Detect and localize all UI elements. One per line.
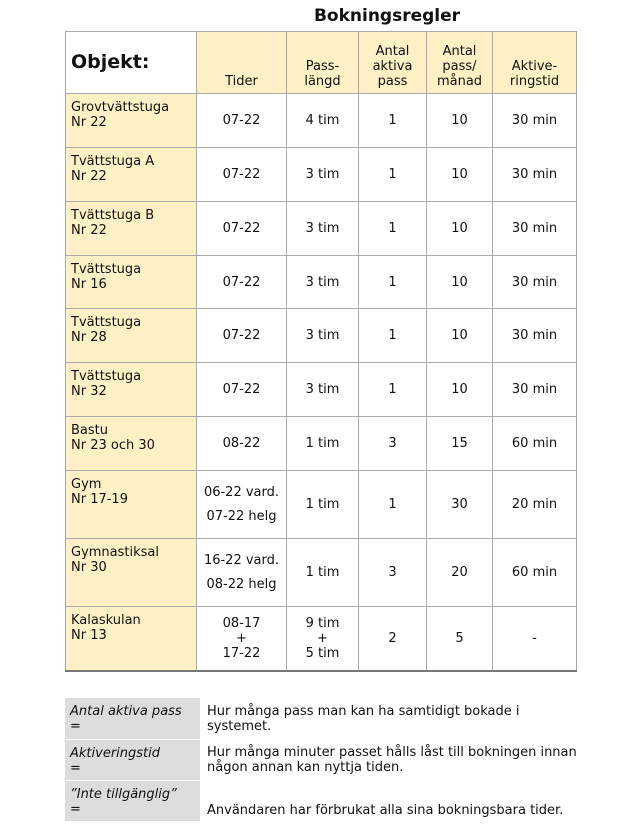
pass-length-cell-line: + [317, 630, 328, 646]
booking-rules-table [65, 31, 577, 672]
activation-time-cell: 30 min [493, 202, 577, 256]
legend-definition: Hur många minuter passet hålls låst till bokningen innan någon annan kan nyttja tiden. [207, 745, 577, 775]
table-row [66, 202, 577, 256]
pass-length-cell [287, 202, 359, 256]
legend-term-equals: = [70, 760, 81, 776]
legend-term-text: Aktiveringstid [70, 745, 161, 761]
times-cell-line: 07-22 helg [206, 509, 277, 524]
times-cell [197, 607, 287, 671]
object-name-cell [66, 539, 197, 607]
activation-time-cell: 30 min [493, 363, 577, 417]
active-passes-cell: 1 [359, 148, 427, 202]
pass-length-cell-line: 1 tim [305, 497, 340, 512]
times-cell-line: 07-22 [222, 221, 261, 236]
object-name-cell [66, 309, 197, 363]
header-active-passes [359, 32, 427, 94]
pass-length-cell [287, 309, 359, 363]
activation-time-cell: - [493, 607, 577, 671]
active-passes-cell: 3 [359, 417, 427, 471]
header-pass-length [287, 32, 359, 94]
active-passes-cell: 1 [359, 94, 427, 148]
object-name-cell [66, 148, 197, 202]
pass-length-cell-line: 3 tim [305, 167, 340, 182]
passes-per-month-cell: 10 [427, 94, 493, 148]
object-name-cell [66, 417, 197, 471]
pass-length-cell [287, 256, 359, 309]
object-name-cell [66, 256, 197, 309]
table-row [66, 471, 577, 539]
active-passes-cell: 1 [359, 256, 427, 309]
table-row [66, 607, 577, 671]
header-pass-length-line: Pass- [305, 59, 340, 74]
pass-length-cell [287, 607, 359, 671]
passes-per-month-cell: 10 [427, 148, 493, 202]
times-cell-line: 08-17 [222, 615, 261, 631]
table-row [66, 363, 577, 417]
times-cell [197, 417, 287, 471]
pass-length-cell-line: 1 tim [305, 565, 340, 580]
passes-per-month-cell: 20 [427, 539, 493, 607]
legend-table [65, 698, 577, 822]
page-title: Bokningsregler [313, 6, 461, 26]
passes-per-month-cell: 15 [427, 417, 493, 471]
times-cell [197, 363, 287, 417]
active-passes-cell: 1 [359, 363, 427, 417]
object-name: Tvättstuga [71, 262, 142, 277]
active-passes-cell: 1 [359, 309, 427, 363]
times-cell [197, 94, 287, 148]
legend-row [65, 780, 577, 821]
times-cell [197, 539, 287, 607]
pass-length-cell-line: 4 tim [305, 113, 340, 128]
object-name: Tvättstuga A [71, 154, 155, 169]
table-row [66, 94, 577, 148]
header-activation-time-line: ringstid [509, 74, 560, 89]
times-cell-line: 07-22 [222, 382, 261, 397]
object-name: Tvättstuga B [71, 208, 155, 223]
object-name-cell [66, 94, 197, 148]
header-activation-time [493, 32, 577, 94]
object-name-cell [66, 471, 197, 539]
activation-time-cell: 60 min [493, 539, 577, 607]
legend-term-equals: = [70, 801, 81, 817]
header-times: Tider [197, 32, 287, 94]
times-cell-line: 06-22 vard. [203, 485, 280, 500]
times-cell [197, 309, 287, 363]
header-passes-per-month [427, 32, 493, 94]
object-name: Grovtvättstuga [71, 100, 170, 115]
activation-time-cell: 30 min [493, 94, 577, 148]
object-number: Nr 22 [71, 115, 107, 130]
pass-length-cell [287, 471, 359, 539]
line-gap [197, 568, 286, 577]
activation-time-cell: 30 min [493, 309, 577, 363]
pass-length-cell-line: 1 tim [305, 436, 340, 451]
header-passes-per-month-line: pass/ [442, 59, 477, 74]
line-gap [197, 500, 286, 509]
active-passes-cell: 2 [359, 607, 427, 671]
object-name-cell [66, 202, 197, 256]
activation-time-cell: 60 min [493, 417, 577, 471]
times-cell [197, 148, 287, 202]
passes-per-month-cell: 10 [427, 363, 493, 417]
legend-term [65, 698, 200, 739]
active-passes-cell: 3 [359, 539, 427, 607]
header-pass-length-line: längd [304, 74, 341, 89]
object-name: Kalaskulan [71, 613, 141, 628]
object-name: Bastu [71, 423, 108, 438]
times-cell-line: 07-22 [222, 328, 261, 343]
object-number: Nr 22 [71, 223, 107, 238]
object-number: Nr 30 [71, 560, 107, 575]
object-number: Nr 17-19 [71, 492, 128, 507]
legend-row [65, 739, 577, 780]
activation-time-cell: 30 min [493, 148, 577, 202]
activation-time-cell: 30 min [493, 256, 577, 309]
active-passes-cell: 1 [359, 202, 427, 256]
times-cell-line: 17-22 [222, 645, 261, 661]
header-active-passes-line: aktiva [372, 59, 413, 74]
legend-term [65, 739, 200, 780]
header-active-passes-line: pass [377, 74, 408, 89]
table-row [66, 309, 577, 363]
object-name: Gymnastiksal [71, 545, 159, 560]
times-cell-line: 07-22 [222, 167, 261, 182]
pass-length-cell [287, 539, 359, 607]
object-name: Gym [71, 477, 102, 492]
pass-length-cell-line: 9 tim [305, 615, 340, 631]
object-name-cell [66, 607, 197, 671]
legend-term-text: ”Inte tillgänglig” [70, 786, 177, 802]
object-number: Nr 28 [71, 330, 107, 345]
legend-term-equals: = [70, 719, 81, 734]
table-row [66, 148, 577, 202]
active-passes-cell: 1 [359, 471, 427, 539]
pass-length-cell [287, 148, 359, 202]
table-row [66, 417, 577, 471]
passes-per-month-cell: 30 [427, 471, 493, 539]
activation-time-cell: 20 min [493, 471, 577, 539]
passes-per-month-cell: 10 [427, 309, 493, 363]
passes-per-month-cell: 10 [427, 256, 493, 309]
times-cell-line: 07-22 [222, 274, 261, 290]
header-activation-time-line: Aktive- [511, 59, 558, 74]
table-row [66, 539, 577, 607]
pass-length-cell-line: 3 tim [305, 274, 340, 290]
legend-term [65, 780, 200, 821]
times-cell-line: 07-22 [222, 113, 261, 128]
pass-length-cell [287, 417, 359, 471]
legend-term-text: Antal aktiva pass [70, 704, 182, 719]
object-number: Nr 13 [71, 628, 107, 643]
object-name: Tvättstuga [71, 369, 142, 384]
legend-definition: Användaren har förbrukat alla sina bokningsbara tider. [207, 803, 564, 818]
pass-length-cell [287, 94, 359, 148]
header-object: Objekt: [66, 32, 197, 94]
object-name: Tvättstuga [71, 315, 142, 330]
object-number: Nr 23 och 30 [71, 438, 155, 453]
pass-length-cell-line: 3 tim [305, 221, 340, 236]
object-name-cell [66, 363, 197, 417]
times-cell-line: 16-22 vard. [203, 553, 280, 568]
header-passes-per-month-line: månad [436, 74, 483, 89]
times-cell-line: 08-22 helg [206, 577, 277, 592]
times-cell [197, 256, 287, 309]
object-number: Nr 32 [71, 384, 107, 399]
pass-length-cell-line: 3 tim [305, 328, 340, 343]
header-row [66, 32, 577, 94]
table-row [66, 256, 577, 309]
times-cell [197, 202, 287, 256]
pass-length-cell [287, 363, 359, 417]
pass-length-cell-line: 5 tim [305, 645, 340, 661]
passes-per-month-cell: 5 [427, 607, 493, 671]
header-passes-per-month-line: Antal [442, 44, 477, 59]
object-number: Nr 22 [71, 169, 107, 184]
times-cell [197, 471, 287, 539]
legend-row [65, 698, 577, 739]
times-cell-line: 08-22 [222, 436, 261, 451]
passes-per-month-cell: 10 [427, 202, 493, 256]
pass-length-cell-line: 3 tim [305, 382, 340, 397]
object-number: Nr 16 [71, 277, 107, 292]
times-cell-line: + [236, 630, 247, 646]
legend-definition: Hur många pass man kan ha samtidigt bokade i systemet. [207, 704, 520, 734]
header-active-passes-line: Antal [375, 44, 410, 59]
